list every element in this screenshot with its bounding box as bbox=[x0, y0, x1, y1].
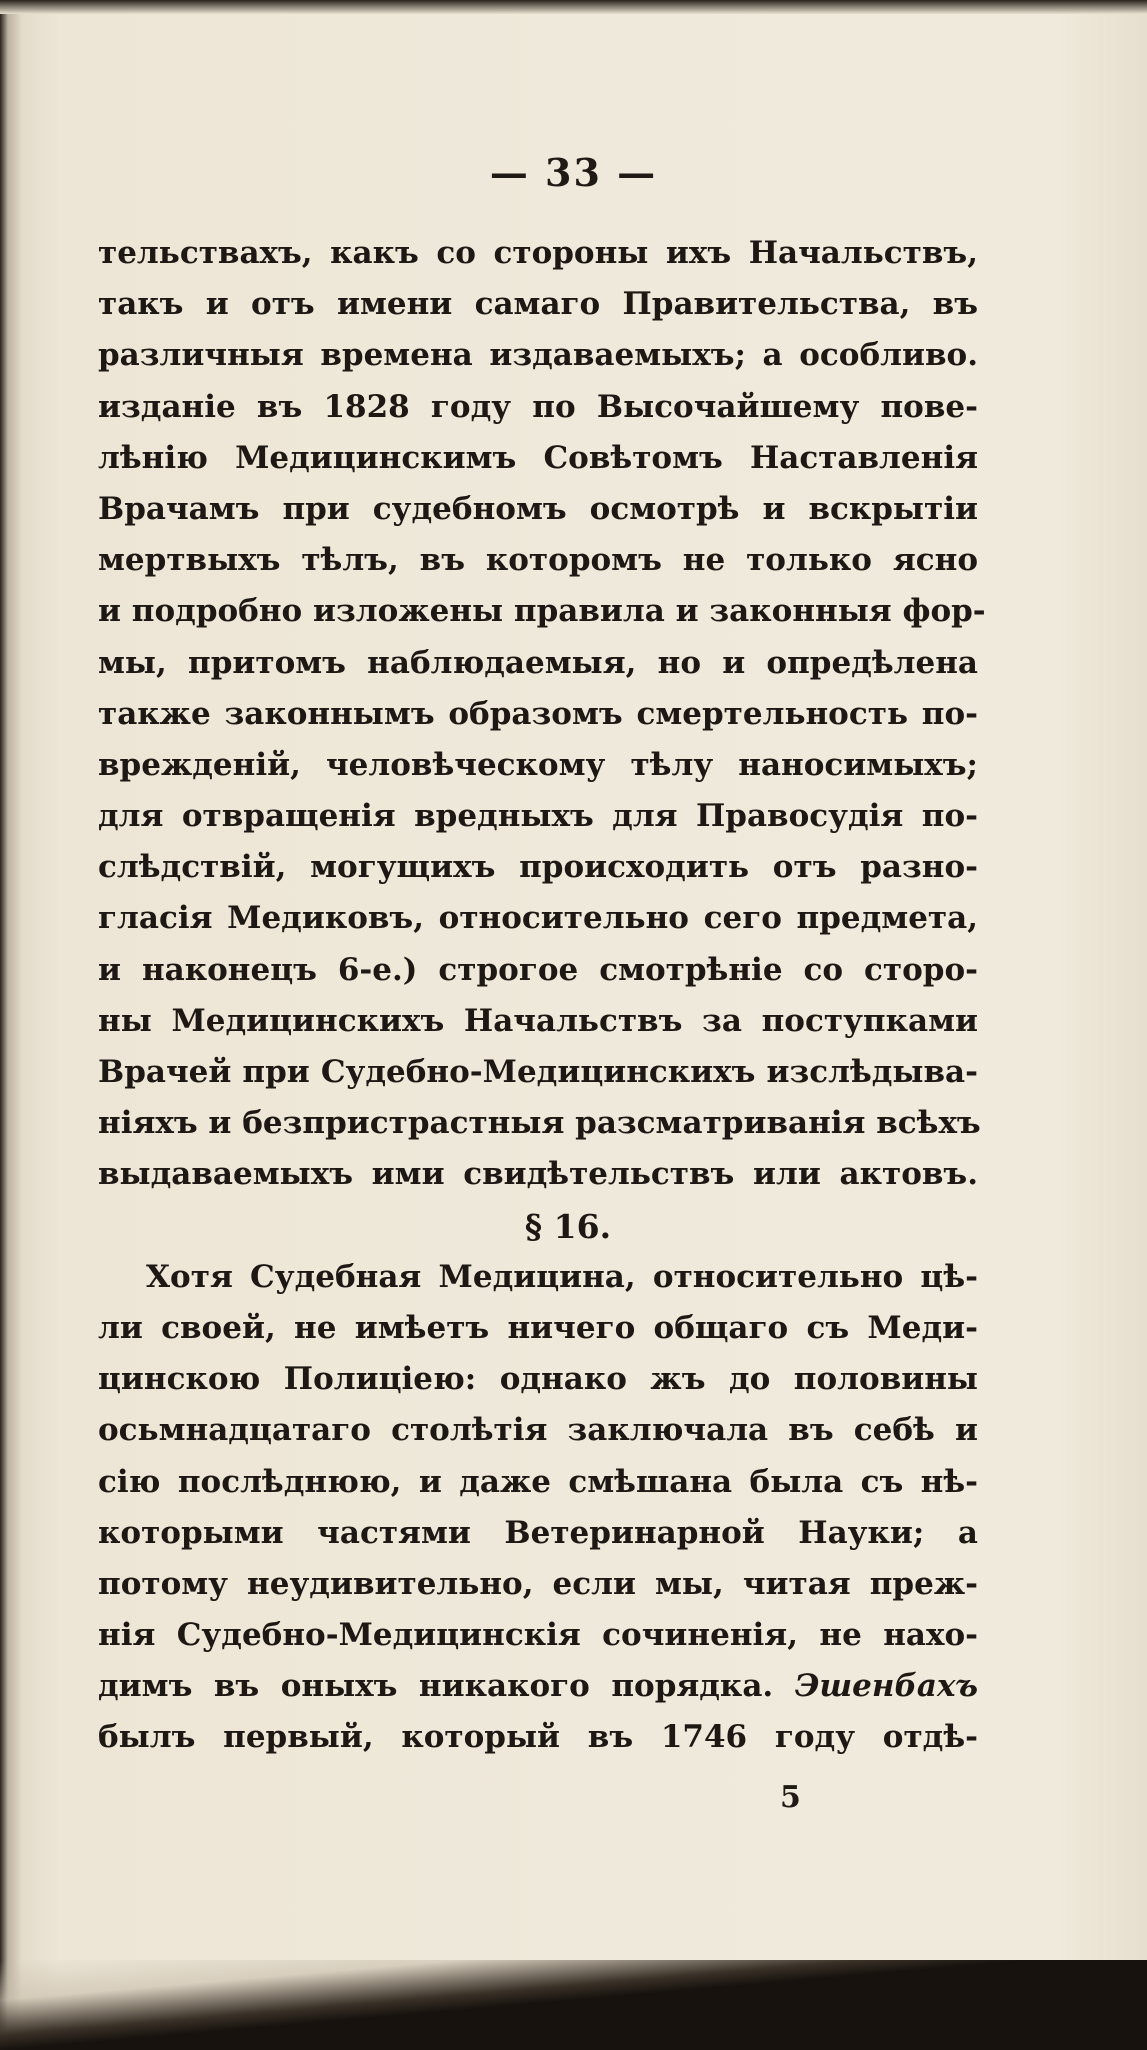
text-line: Хотя Судебная Медицина, относительно цѣ- bbox=[146, 1258, 978, 1295]
text-line: которыми частями Ветеринарной Науки; а bbox=[98, 1514, 978, 1551]
text-line: выдаваемыхъ ими свидѣтельствъ или актовъ. bbox=[98, 1156, 978, 1193]
paragraph-2 bbox=[98, 1252, 978, 1662]
page-top-edge bbox=[0, 0, 1147, 14]
text-line: ніяхъ и безпристрастныя разсматриванія всѣхъ bbox=[98, 1105, 981, 1142]
text-line: потому неудивительно, если мы, читая преж- bbox=[98, 1565, 978, 1602]
text-line: тельствахъ, какъ со стороны ихъ Начальствъ, bbox=[98, 235, 978, 271]
text-line: ли своей, не имѣетъ ничего общаго съ Меди- bbox=[98, 1309, 978, 1346]
text-line: для отвращенія вредныхъ для Правосудія по- bbox=[98, 798, 978, 835]
text-line: также законнымъ образомъ смертельность по- bbox=[98, 695, 978, 732]
text-line: Врачамъ при судебномъ осмотрѣ и вскрытіи bbox=[98, 490, 978, 527]
body-text bbox=[98, 228, 986, 1764]
paragraph-2-last-line: былъ первый, который въ 1746 году отдѣ- bbox=[98, 1719, 978, 1756]
text-line: изданіе въ 1828 году по Высочайшему пове- bbox=[98, 388, 978, 425]
text-line: мертвыхъ тѣлъ, въ которомъ не только ясно bbox=[98, 542, 978, 579]
text-line: нія Судебно-Медицинскія сочиненія, не нахо- bbox=[98, 1617, 978, 1654]
paragraph-1 bbox=[98, 228, 986, 1201]
text-line: и подробно изложены правила и законныя фор- bbox=[98, 593, 986, 630]
paragraph-2-name-line bbox=[98, 1661, 978, 1712]
page-bottom-edge bbox=[0, 1960, 1147, 2050]
author-name: Эшенбахъ bbox=[794, 1668, 978, 1705]
text-line: слѣдствій, могущихъ происходить отъ разно- bbox=[98, 849, 978, 886]
text-line: лѣнію Медицинскимъ Совѣтомъ Наставленія bbox=[98, 439, 978, 476]
text-line: сію послѣднюю, и даже смѣшана была съ нѣ- bbox=[98, 1463, 978, 1500]
text-line: осьмнадцатаго столѣтія заключала въ себѣ и bbox=[98, 1412, 978, 1449]
text-line: врежденій, человѣческому тѣлу наносимыхъ; bbox=[98, 746, 978, 783]
text-line: различныя времена издаваемыхъ; а особливо. bbox=[98, 337, 978, 374]
text-line: гласія Медиковъ, относительно сего предмета, bbox=[98, 900, 978, 937]
text-line: Врачей при Судебно-Медицинскихъ изслѣдыва- bbox=[98, 1054, 978, 1090]
page-number: — 33 — bbox=[489, 150, 658, 195]
text-line: цинскою Полиціею: однако жъ до половины bbox=[98, 1361, 978, 1398]
section-heading: § 16. bbox=[524, 1206, 612, 1246]
text-line: и наконецъ 6-е.) строгое смотрѣніе со сторо- bbox=[98, 951, 978, 988]
text-line: ны Медицинскихъ Начальствъ за поступками bbox=[98, 1002, 978, 1039]
paragraph-2-tail: димъ въ оныхъ никакого порядка. bbox=[98, 1668, 795, 1705]
text-line: такъ и отъ имени самаго Правительства, въ bbox=[98, 286, 978, 323]
text-line: мы, притомъ наблюдаемыя, но и опредѣлена bbox=[98, 644, 978, 681]
signature-mark: 5 bbox=[780, 1780, 801, 1815]
